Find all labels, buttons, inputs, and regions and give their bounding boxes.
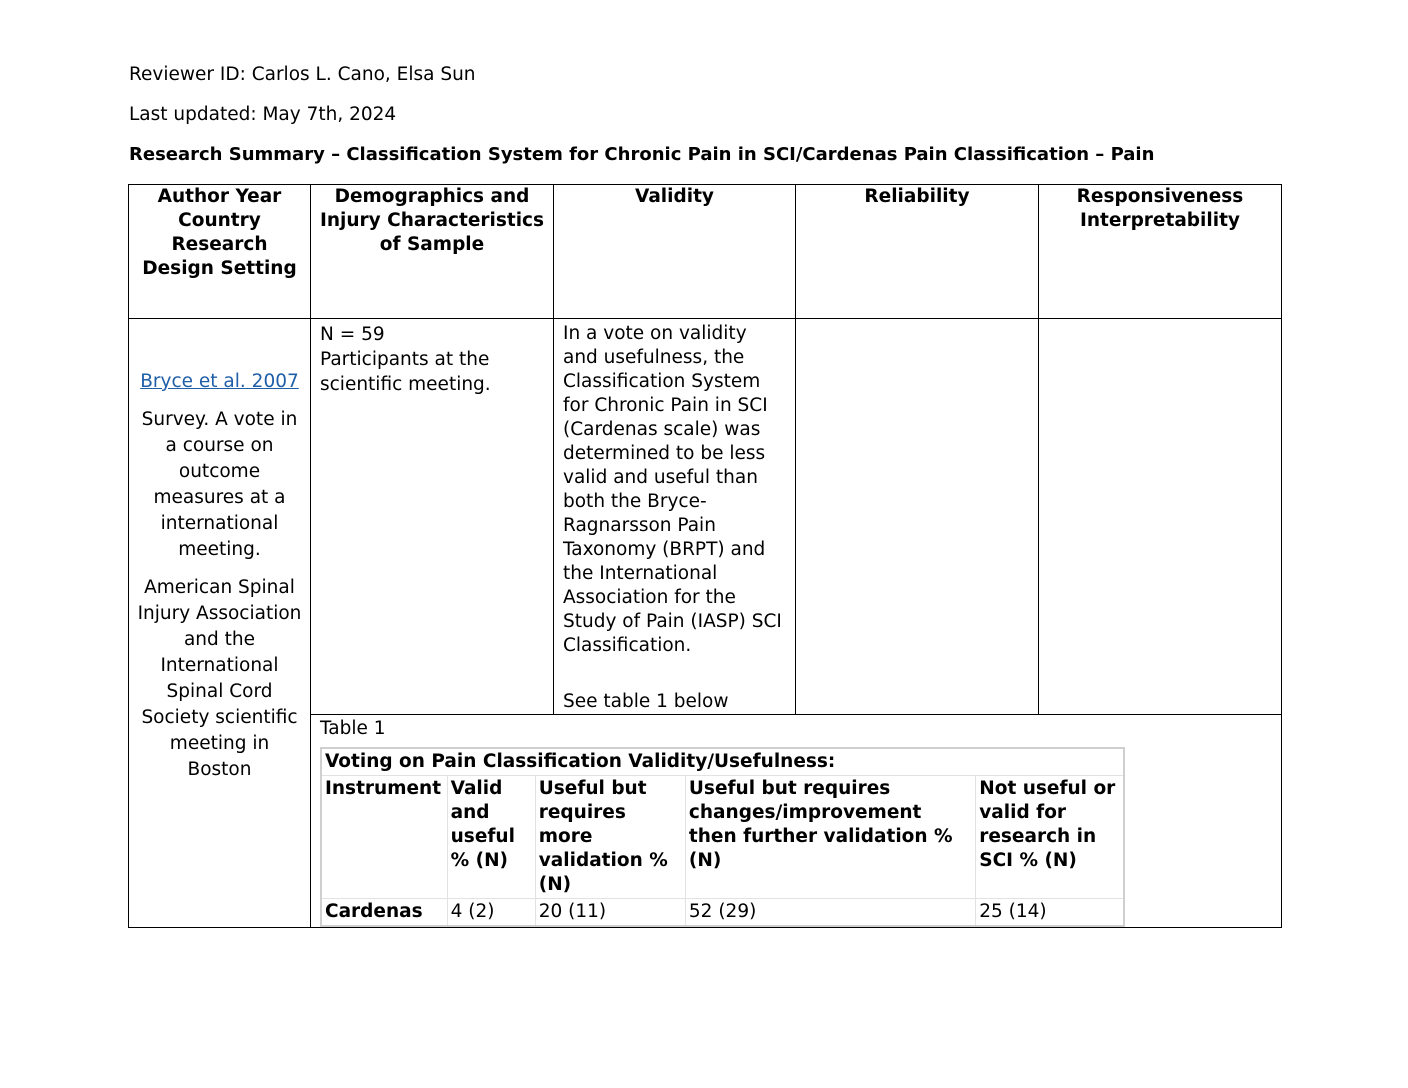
voting-valid-value: 4 (2) — [447, 899, 535, 927]
header-reliability: Reliability — [796, 185, 1039, 319]
voting-instrument: Cardenas — [321, 899, 447, 927]
study-link[interactable]: Bryce et al. 2007 — [140, 371, 299, 392]
table1-label: Table 1 — [320, 718, 386, 739]
voting-header-row — [321, 776, 1124, 899]
voting-table — [320, 747, 1125, 927]
study-row — [129, 319, 1282, 715]
voting-caption: Voting on Pain Classification Validity/Usefulness: — [321, 748, 1124, 776]
sample-size: N = 59 — [320, 324, 385, 345]
voting-header-changes: Useful but requires changes/improvement then further validation % (N) — [685, 776, 975, 899]
reliability-cell — [796, 319, 1039, 715]
demographics-cell — [311, 319, 554, 715]
see-table-note: See table 1 below — [563, 691, 729, 712]
responsiveness-cell — [1039, 319, 1282, 715]
validity-cell — [554, 319, 796, 715]
reviewer-id: Reviewer ID: Carlos L. Cano, Elsa Sun — [129, 64, 476, 85]
voting-not-useful-value: 25 (14) — [976, 899, 1124, 927]
study-cell — [129, 319, 311, 928]
header-author-year: Author Year Country Research Design Setting — [129, 185, 311, 319]
page-title: Research Summary – Classification System for Chronic Pain in SCI/Cardenas Pain Classification – Pain — [129, 144, 1155, 165]
voting-header-instrument: Instrument — [321, 776, 447, 899]
research-summary-table — [128, 184, 1282, 928]
header-validity: Validity — [554, 185, 796, 319]
voting-header-not-useful: Not useful or valid for research in SCI % (N) — [976, 776, 1124, 899]
participants: Participants at the scientific meeting. — [320, 349, 491, 395]
voting-data-row — [321, 899, 1124, 927]
voting-header-more-validation: Useful but requires more validation % (N) — [535, 776, 685, 899]
study-setting: American Spinal Injury Association and the International Spinal Cord Society scientific meeting in Boston — [137, 577, 302, 780]
header-responsiveness: Responsiveness Interpretability — [1039, 185, 1282, 319]
voting-caption-row — [321, 748, 1124, 776]
voting-more-validation-value: 20 (11) — [535, 899, 685, 927]
voting-header-valid: Valid and useful % (N) — [447, 776, 535, 899]
last-updated: Last updated: May 7th, 2024 — [129, 104, 397, 125]
header-demographics: Demographics and Injury Characteristics of Sample — [311, 185, 554, 319]
validity-text: In a vote on validity and usefulness, the Classification System for Chronic Pain in SCI (Cardenas scale) was determined to be less valid and useful than both the Bryce-Ragnarsson Pain Taxonomy (BRPT) and the International Association for the Study of Pain (IASP) SCI Classification. — [563, 323, 782, 656]
header-row — [129, 185, 1282, 319]
study-design: Survey. A vote in a course on outcome measures at a international meeting. — [141, 409, 298, 560]
voting-changes-value: 52 (29) — [685, 899, 975, 927]
table1-cell — [311, 715, 1282, 928]
